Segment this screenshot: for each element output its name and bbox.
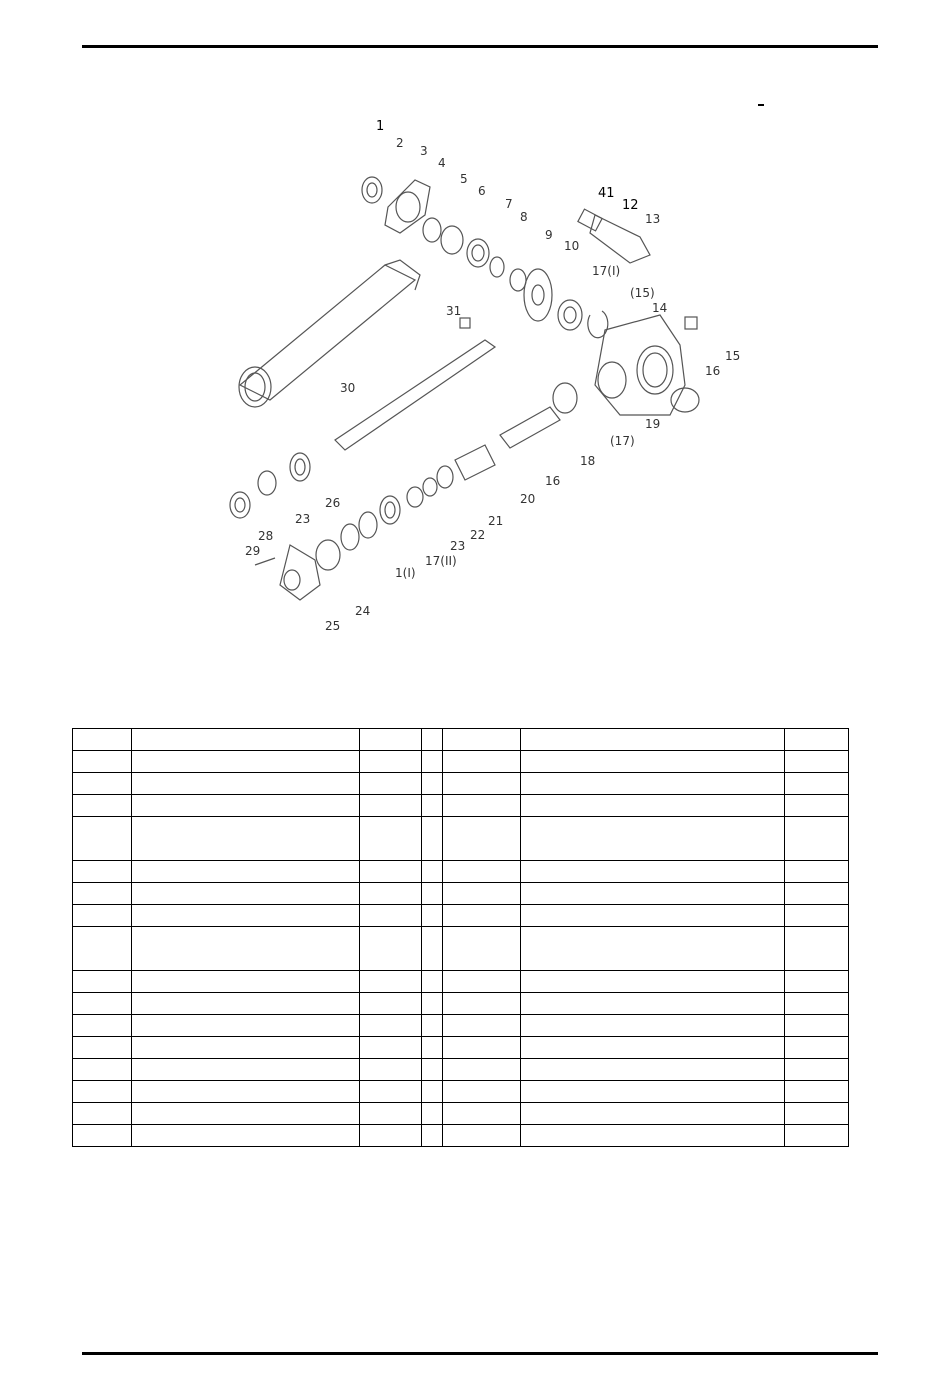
table-cell: [785, 861, 849, 883]
callout-22: 22: [470, 528, 486, 542]
callout-14: 14: [652, 301, 668, 315]
callout-20: 20: [520, 492, 536, 506]
table-cell: [73, 927, 132, 971]
table-cell: [73, 751, 132, 773]
table-cell: [785, 729, 849, 751]
part-17-i-bearing: [380, 496, 400, 524]
callout-17-i: 17(I): [592, 264, 621, 278]
callout-30: 30: [340, 381, 356, 395]
table-cell: [521, 1081, 785, 1103]
callout-6: 6: [478, 184, 486, 198]
part-1-seal: [362, 177, 382, 203]
table-cell: [785, 927, 849, 971]
header-dash: [758, 104, 764, 106]
table-row: [73, 817, 849, 861]
part-22-ring: [423, 478, 437, 496]
table-cell: [443, 927, 521, 971]
table-cell: [360, 1103, 422, 1125]
table-cell: [521, 971, 785, 993]
table-cell: [443, 905, 521, 927]
table-cell: [132, 729, 360, 751]
part-24-gasket: [316, 540, 340, 570]
header-rule: [82, 45, 878, 48]
table-cell: [422, 1015, 443, 1037]
part-10-bevel-gear: [524, 269, 552, 321]
table-cell: [360, 729, 422, 751]
table-cell: [132, 1081, 360, 1103]
table-cell: [73, 1081, 132, 1103]
part-6-ring: [441, 226, 463, 254]
part-28-seal: [230, 492, 250, 518]
table-cell: [73, 861, 132, 883]
part-1-i-ring: [341, 524, 359, 550]
table-cell: [360, 1015, 422, 1037]
table-cell: [73, 905, 132, 927]
part-17-ii-ring: [359, 512, 377, 538]
callout-9: 9: [545, 228, 553, 242]
table-cell: [785, 1015, 849, 1037]
callout-24: 24: [355, 604, 371, 618]
table-cell: [132, 1103, 360, 1125]
table-cell: [521, 751, 785, 773]
table-cell: [443, 751, 521, 773]
table-cell: [422, 773, 443, 795]
table-cell: [132, 927, 360, 971]
part-15-plug: [685, 317, 697, 329]
part-7-bearing: [467, 239, 489, 267]
table-cell: [360, 1059, 422, 1081]
callout-31: 31: [446, 304, 462, 318]
table-cell: [73, 1015, 132, 1037]
table-cell: [521, 773, 785, 795]
table-cell: [422, 751, 443, 773]
table-cell: [360, 751, 422, 773]
table-cell: [443, 1125, 521, 1147]
table-cell: [360, 927, 422, 971]
callout-3: 3: [420, 144, 428, 158]
callout-17-paren: (17): [610, 434, 635, 448]
table-cell: [360, 1081, 422, 1103]
table-cell: [443, 1081, 521, 1103]
part-21-ring: [437, 466, 453, 488]
table-cell: [422, 1037, 443, 1059]
table-cell: [422, 861, 443, 883]
callout-16b: 16: [545, 474, 561, 488]
table-cell: [443, 1103, 521, 1125]
table-cell: [132, 773, 360, 795]
table-row: [73, 1081, 849, 1103]
part-26-bearing: [290, 453, 310, 481]
part-23-ring: [407, 487, 423, 507]
table-cell: [443, 817, 521, 861]
table-cell: [785, 1103, 849, 1125]
table-cell: [132, 1125, 360, 1147]
table-cell: [521, 883, 785, 905]
table-row: [73, 861, 849, 883]
table-cell: [521, 729, 785, 751]
table-row: [73, 971, 849, 993]
table-cell: [360, 817, 422, 861]
table-cell: [360, 905, 422, 927]
part-11-shaft: [590, 215, 650, 263]
table-cell: [422, 729, 443, 751]
table-cell: [443, 861, 521, 883]
table-cell: [360, 795, 422, 817]
table-cell: [73, 817, 132, 861]
table-cell: [422, 971, 443, 993]
table-cell: [443, 1037, 521, 1059]
table-cell: [521, 817, 785, 861]
table-cell: [132, 971, 360, 993]
part-25-seal: [284, 570, 300, 590]
table-cell: [785, 971, 849, 993]
part-31-nipple: [460, 318, 470, 328]
table-cell: [73, 773, 132, 795]
callout-5: 5: [460, 172, 468, 186]
callout-29: 29: [245, 544, 261, 558]
callout-4: 4: [438, 156, 446, 170]
table-cell: [443, 883, 521, 905]
table-row: [73, 751, 849, 773]
table-row: [73, 883, 849, 905]
callout-25: 25: [325, 619, 341, 633]
table-cell: [521, 1125, 785, 1147]
table-cell: [521, 1037, 785, 1059]
table-cell: [422, 883, 443, 905]
table-cell: [422, 993, 443, 1015]
table-cell: [132, 751, 360, 773]
table-cell: [785, 795, 849, 817]
table-cell: [360, 883, 422, 905]
table-cell: [785, 1059, 849, 1081]
table-row: [73, 1059, 849, 1081]
table-cell: [132, 905, 360, 927]
table-row: [73, 927, 849, 971]
table-cell: [785, 1081, 849, 1103]
callout-7: 7: [505, 197, 513, 211]
table-cell: [521, 1103, 785, 1125]
callout-1: 1: [376, 119, 385, 134]
table-cell: [360, 773, 422, 795]
part-27-ring: [258, 471, 276, 495]
table-cell: [132, 861, 360, 883]
table-cell: [132, 883, 360, 905]
table-cell: [443, 993, 521, 1015]
table-cell: [521, 1015, 785, 1037]
table-row: [73, 993, 849, 1015]
table-cell: [521, 905, 785, 927]
table-cell: [73, 971, 132, 993]
table-cell: [785, 905, 849, 927]
table-cell: [73, 795, 132, 817]
callout-28: 28: [258, 529, 274, 543]
table-cell: [785, 993, 849, 1015]
table-cell: [443, 729, 521, 751]
table-cell: [360, 1125, 422, 1147]
table-cell: [521, 927, 785, 971]
table-cell: [785, 1037, 849, 1059]
table-cell: [132, 1037, 360, 1059]
callout-17-ii: 17(II): [425, 554, 457, 568]
table-cell: [360, 971, 422, 993]
table-cell: [785, 817, 849, 861]
part-5-ring: [423, 218, 441, 242]
table-cell: [73, 1037, 132, 1059]
table-cell: [443, 971, 521, 993]
part-19-cap: [671, 388, 699, 412]
part-17-bearing: [558, 300, 582, 330]
part-18-pinion-shaft: [500, 407, 560, 448]
table-row: [73, 795, 849, 817]
callout-12: 12: [622, 198, 639, 213]
table-cell: [73, 883, 132, 905]
table-cell: [521, 861, 785, 883]
table-cell: [73, 729, 132, 751]
parts-table: [72, 728, 849, 1147]
callout-19: 19: [645, 417, 661, 431]
callout-21: 21: [488, 514, 504, 528]
callout-13: 13: [645, 212, 661, 226]
table-cell: [785, 751, 849, 773]
table-cell: [132, 993, 360, 1015]
table-cell: [422, 905, 443, 927]
table-cell: [132, 817, 360, 861]
table-cell: [422, 1081, 443, 1103]
table-cell: [132, 1015, 360, 1037]
part-17-seal: [553, 383, 577, 413]
table-row: [73, 1103, 849, 1125]
part-29-bolt: [255, 558, 275, 565]
table-row: [73, 729, 849, 751]
table-cell: [785, 1125, 849, 1147]
table-cell: [422, 1103, 443, 1125]
table-cell: [443, 1059, 521, 1081]
callout-8: 8: [520, 210, 528, 224]
table-row: [73, 773, 849, 795]
part-8-ring: [490, 257, 504, 277]
table-cell: [360, 1037, 422, 1059]
part-30-tube: [240, 265, 415, 400]
part-20-bushing: [455, 445, 495, 480]
callout-26: 26: [325, 496, 341, 510]
table-cell: [422, 817, 443, 861]
table-cell: [443, 773, 521, 795]
table-cell: [132, 1059, 360, 1081]
table-cell: [422, 1125, 443, 1147]
table-row: [73, 1037, 849, 1059]
callout-10: 10: [564, 239, 580, 253]
table-cell: [785, 883, 849, 905]
table-cell: [73, 1103, 132, 1125]
table-row: [73, 905, 849, 927]
table-cell: [521, 1059, 785, 1081]
table-row: [73, 1015, 849, 1037]
table-cell: [132, 795, 360, 817]
table-cell: [73, 1059, 132, 1081]
table-cell: [73, 993, 132, 1015]
table-cell: [360, 861, 422, 883]
footer-rule: [82, 1352, 878, 1355]
table-cell: [422, 795, 443, 817]
callout-41: 41: [598, 186, 615, 201]
long-shaft: [335, 340, 495, 450]
callout-15-paren: (15): [630, 286, 655, 300]
table-cell: [521, 795, 785, 817]
table-cell: [422, 927, 443, 971]
table-cell: [521, 993, 785, 1015]
table-cell: [443, 795, 521, 817]
table-cell: [443, 1015, 521, 1037]
callout-15: 15: [725, 349, 741, 363]
table-cell: [422, 1059, 443, 1081]
table-cell: [785, 773, 849, 795]
callout-1-i: 1(I): [395, 566, 416, 580]
exploded-parts-diagram: [220, 115, 760, 645]
callout-2: 2: [396, 136, 404, 150]
table-cell: [73, 1125, 132, 1147]
callout-18: 18: [580, 454, 596, 468]
part-9-ring: [510, 269, 526, 291]
callout-23b: 23: [295, 512, 311, 526]
table-cell: [360, 993, 422, 1015]
callout-23: 23: [450, 539, 466, 553]
table-row: [73, 1125, 849, 1147]
callout-16: 16: [705, 364, 721, 378]
